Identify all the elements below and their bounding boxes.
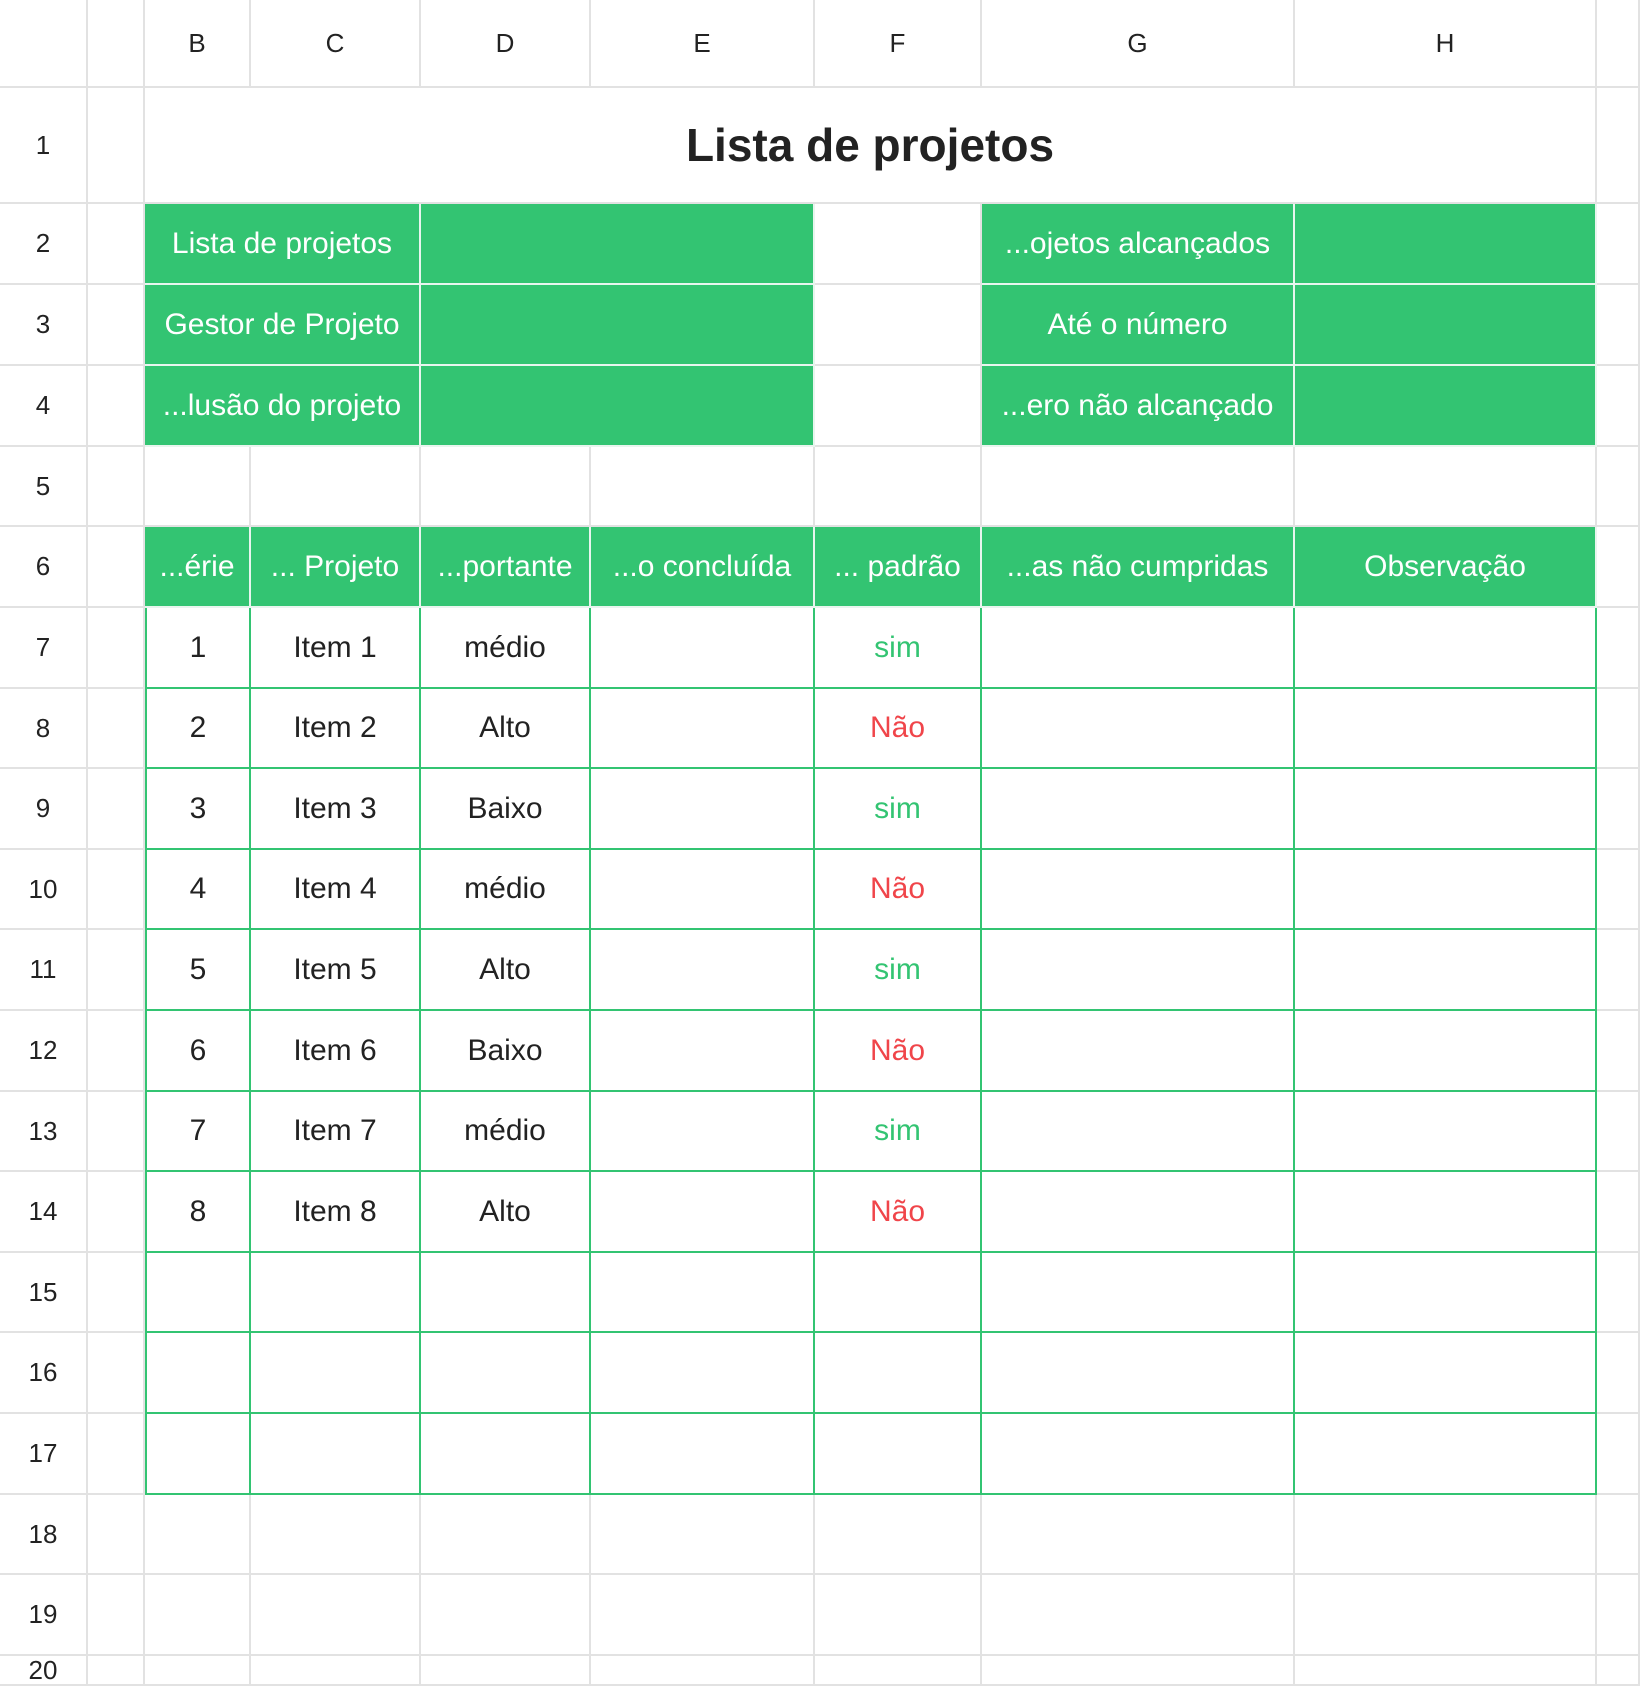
cell[interactable]	[815, 1495, 982, 1575]
cell[interactable]	[88, 608, 145, 689]
row-header-18[interactable]: 18	[0, 1495, 88, 1575]
cell[interactable]	[88, 1656, 145, 1686]
column-header-a[interactable]	[0, 0, 88, 88]
cell[interactable]	[1597, 1092, 1640, 1172]
row-header-3[interactable]: 3	[0, 285, 88, 366]
cell[interactable]	[1597, 930, 1640, 1011]
table-cell[interactable]: 3	[145, 769, 251, 850]
cell[interactable]	[1597, 204, 1640, 285]
cell[interactable]	[1597, 447, 1640, 527]
table-cell[interactable]	[1295, 689, 1597, 769]
cell[interactable]	[88, 689, 145, 769]
cell[interactable]	[88, 366, 145, 447]
cell[interactable]	[1597, 1253, 1640, 1333]
cell[interactable]	[421, 447, 591, 527]
table-cell[interactable]	[982, 608, 1295, 689]
table-cell[interactable]: sim	[815, 1092, 982, 1172]
row-header-9[interactable]: 9	[0, 769, 88, 850]
cell[interactable]	[815, 1575, 982, 1656]
cell[interactable]	[88, 1253, 145, 1333]
cell[interactable]	[1597, 1011, 1640, 1092]
table-cell[interactable]: médio	[421, 1092, 591, 1172]
row-header-15[interactable]: 15	[0, 1253, 88, 1333]
table-cell[interactable]	[251, 1253, 421, 1333]
table-cell[interactable]: Item 8	[251, 1172, 421, 1253]
table-cell[interactable]: 7	[145, 1092, 251, 1172]
table-cell[interactable]	[421, 1333, 591, 1414]
cell[interactable]	[591, 1575, 815, 1656]
cell[interactable]	[145, 1656, 251, 1686]
info-label-left[interactable]: Gestor de Projeto	[145, 285, 421, 366]
table-cell[interactable]	[1295, 608, 1597, 689]
cell[interactable]	[982, 1656, 1295, 1686]
row-header-8[interactable]: 8	[0, 689, 88, 769]
column-header-i[interactable]	[1597, 0, 1640, 88]
cell[interactable]	[88, 1092, 145, 1172]
table-cell[interactable]	[1295, 1011, 1597, 1092]
table-cell[interactable]	[591, 1253, 815, 1333]
table-cell[interactable]: Alto	[421, 930, 591, 1011]
row-header-4[interactable]: 4	[0, 366, 88, 447]
row-header-16[interactable]: 16	[0, 1333, 88, 1414]
table-cell[interactable]	[591, 930, 815, 1011]
cell[interactable]	[145, 1575, 251, 1656]
cell[interactable]	[815, 285, 982, 366]
table-cell[interactable]: médio	[421, 850, 591, 930]
table-cell[interactable]	[982, 850, 1295, 930]
row-header-7[interactable]: 7	[0, 608, 88, 689]
info-value-right[interactable]	[1295, 366, 1597, 447]
info-label-left[interactable]: Lista de projetos	[145, 204, 421, 285]
cell[interactable]	[591, 1656, 815, 1686]
cell[interactable]	[1597, 769, 1640, 850]
table-cell[interactable]	[1295, 1414, 1597, 1495]
cell[interactable]	[421, 1656, 591, 1686]
cell[interactable]	[88, 1575, 145, 1656]
cell[interactable]	[421, 1575, 591, 1656]
cell[interactable]	[1597, 527, 1640, 608]
page-title[interactable]: Lista de projetos	[145, 88, 1597, 204]
cell[interactable]	[1597, 689, 1640, 769]
cell[interactable]	[1597, 366, 1640, 447]
row-header-19[interactable]: 19	[0, 1575, 88, 1656]
info-value-right[interactable]	[1295, 285, 1597, 366]
row-header-17[interactable]: 17	[0, 1414, 88, 1495]
table-cell[interactable]: 1	[145, 608, 251, 689]
table-cell[interactable]	[1295, 850, 1597, 930]
row-header-13[interactable]: 13	[0, 1092, 88, 1172]
table-cell[interactable]	[982, 1011, 1295, 1092]
table-header[interactable]: ...as não cumpridas	[982, 527, 1295, 608]
cell[interactable]	[591, 1495, 815, 1575]
column-header-b[interactable]: B	[145, 0, 251, 88]
table-cell[interactable]: Item 5	[251, 930, 421, 1011]
cell[interactable]	[982, 1575, 1295, 1656]
cell[interactable]	[1295, 447, 1597, 527]
info-label-right[interactable]: Até o número	[982, 285, 1295, 366]
table-cell[interactable]	[982, 689, 1295, 769]
table-cell[interactable]: Não	[815, 850, 982, 930]
table-cell[interactable]: Item 1	[251, 608, 421, 689]
table-cell[interactable]	[982, 1333, 1295, 1414]
table-cell[interactable]: 6	[145, 1011, 251, 1092]
table-cell[interactable]	[145, 1253, 251, 1333]
table-cell[interactable]: Não	[815, 1011, 982, 1092]
column-header-d[interactable]: D	[421, 0, 591, 88]
row-header-6[interactable]: 6	[0, 527, 88, 608]
table-cell[interactable]: Alto	[421, 1172, 591, 1253]
table-cell[interactable]	[145, 1333, 251, 1414]
table-header[interactable]: Observação	[1295, 527, 1597, 608]
cell[interactable]	[1295, 1656, 1597, 1686]
cell[interactable]	[982, 447, 1295, 527]
table-cell[interactable]	[982, 1092, 1295, 1172]
column-header-f[interactable]: F	[815, 0, 982, 88]
cell[interactable]	[815, 447, 982, 527]
table-cell[interactable]: Baixo	[421, 1011, 591, 1092]
table-cell[interactable]: 2	[145, 689, 251, 769]
table-cell[interactable]	[591, 1333, 815, 1414]
row-header-20[interactable]: 20	[0, 1656, 88, 1686]
cell[interactable]	[88, 204, 145, 285]
table-cell[interactable]	[815, 1253, 982, 1333]
cell[interactable]	[1295, 1575, 1597, 1656]
table-header[interactable]: ...érie	[145, 527, 251, 608]
row-header-1[interactable]: 1	[0, 88, 88, 204]
row-header-2[interactable]: 2	[0, 204, 88, 285]
table-cell[interactable]	[815, 1333, 982, 1414]
cell[interactable]	[88, 88, 145, 204]
table-cell[interactable]	[1295, 1092, 1597, 1172]
table-cell[interactable]	[251, 1333, 421, 1414]
cell[interactable]	[251, 1575, 421, 1656]
table-cell[interactable]	[982, 930, 1295, 1011]
table-cell[interactable]	[1295, 1333, 1597, 1414]
cell[interactable]	[1597, 1575, 1640, 1656]
info-value-left[interactable]	[421, 366, 815, 447]
table-cell[interactable]: Não	[815, 689, 982, 769]
row-header-11[interactable]: 11	[0, 930, 88, 1011]
cell[interactable]	[88, 930, 145, 1011]
table-cell[interactable]: Item 4	[251, 850, 421, 930]
table-cell[interactable]: Item 2	[251, 689, 421, 769]
table-cell[interactable]: Item 3	[251, 769, 421, 850]
info-label-left[interactable]: ...lusão do projeto	[145, 366, 421, 447]
table-cell[interactable]: 5	[145, 930, 251, 1011]
table-cell[interactable]: Alto	[421, 689, 591, 769]
cell[interactable]	[1597, 88, 1640, 204]
info-label-right[interactable]: ...ero não alcançado	[982, 366, 1295, 447]
table-cell[interactable]	[591, 1172, 815, 1253]
cell[interactable]	[1597, 1172, 1640, 1253]
row-header-10[interactable]: 10	[0, 850, 88, 930]
cell[interactable]	[1597, 285, 1640, 366]
cell[interactable]	[1597, 1656, 1640, 1686]
table-header[interactable]: ... padrão	[815, 527, 982, 608]
table-cell[interactable]	[145, 1414, 251, 1495]
cell[interactable]	[1597, 608, 1640, 689]
table-cell[interactable]	[982, 769, 1295, 850]
table-cell[interactable]	[1295, 769, 1597, 850]
table-cell[interactable]	[982, 1414, 1295, 1495]
table-cell[interactable]	[1295, 930, 1597, 1011]
table-cell[interactable]: Baixo	[421, 769, 591, 850]
table-cell[interactable]	[591, 608, 815, 689]
table-header[interactable]: ... Projeto	[251, 527, 421, 608]
info-value-right[interactable]	[1295, 204, 1597, 285]
table-cell[interactable]	[982, 1253, 1295, 1333]
cell[interactable]	[421, 1495, 591, 1575]
table-cell[interactable]	[591, 689, 815, 769]
table-cell[interactable]	[591, 1414, 815, 1495]
cell[interactable]	[145, 1495, 251, 1575]
column-header-h[interactable]: H	[1295, 0, 1597, 88]
table-cell[interactable]	[421, 1414, 591, 1495]
row-header-12[interactable]: 12	[0, 1011, 88, 1092]
info-value-left[interactable]	[421, 204, 815, 285]
cell[interactable]	[1597, 850, 1640, 930]
cell[interactable]	[591, 447, 815, 527]
info-label-right[interactable]: ...ojetos alcançados	[982, 204, 1295, 285]
cell[interactable]	[88, 1333, 145, 1414]
cell[interactable]	[1597, 1495, 1640, 1575]
table-cell[interactable]	[421, 1253, 591, 1333]
table-header[interactable]: ...portante	[421, 527, 591, 608]
cell[interactable]	[88, 1414, 145, 1495]
column-header-e[interactable]: E	[591, 0, 815, 88]
table-cell[interactable]: Item 6	[251, 1011, 421, 1092]
cell[interactable]	[88, 527, 145, 608]
column-header-g[interactable]: G	[982, 0, 1295, 88]
table-cell[interactable]	[251, 1414, 421, 1495]
table-cell[interactable]: sim	[815, 930, 982, 1011]
cell[interactable]	[251, 1495, 421, 1575]
table-cell[interactable]	[815, 1414, 982, 1495]
cell[interactable]	[1597, 1333, 1640, 1414]
table-cell[interactable]	[1295, 1172, 1597, 1253]
column-header-a[interactable]	[88, 0, 145, 88]
cell[interactable]	[1295, 1495, 1597, 1575]
cell[interactable]	[88, 1495, 145, 1575]
row-header-5[interactable]: 5	[0, 447, 88, 527]
cell[interactable]	[815, 1656, 982, 1686]
cell[interactable]	[251, 447, 421, 527]
cell[interactable]	[88, 850, 145, 930]
table-cell[interactable]	[591, 769, 815, 850]
table-cell[interactable]	[982, 1172, 1295, 1253]
cell[interactable]	[145, 447, 251, 527]
table-cell[interactable]: Item 7	[251, 1092, 421, 1172]
table-header[interactable]: ...o concluída	[591, 527, 815, 608]
cell[interactable]	[88, 447, 145, 527]
table-cell[interactable]: médio	[421, 608, 591, 689]
table-cell[interactable]	[591, 850, 815, 930]
column-header-c[interactable]: C	[251, 0, 421, 88]
table-cell[interactable]	[591, 1011, 815, 1092]
table-cell[interactable]	[1295, 1253, 1597, 1333]
cell[interactable]	[251, 1656, 421, 1686]
cell[interactable]	[88, 1172, 145, 1253]
table-cell[interactable]	[591, 1092, 815, 1172]
cell[interactable]	[88, 769, 145, 850]
cell[interactable]	[1597, 1414, 1640, 1495]
table-cell[interactable]: sim	[815, 608, 982, 689]
cell[interactable]	[88, 285, 145, 366]
cell[interactable]	[88, 1011, 145, 1092]
cell[interactable]	[815, 204, 982, 285]
table-cell[interactable]: 8	[145, 1172, 251, 1253]
cell[interactable]	[815, 366, 982, 447]
table-cell[interactable]: sim	[815, 769, 982, 850]
cell[interactable]	[982, 1495, 1295, 1575]
table-cell[interactable]: Não	[815, 1172, 982, 1253]
table-cell[interactable]: 4	[145, 850, 251, 930]
row-header-14[interactable]: 14	[0, 1172, 88, 1253]
info-value-left[interactable]	[421, 285, 815, 366]
